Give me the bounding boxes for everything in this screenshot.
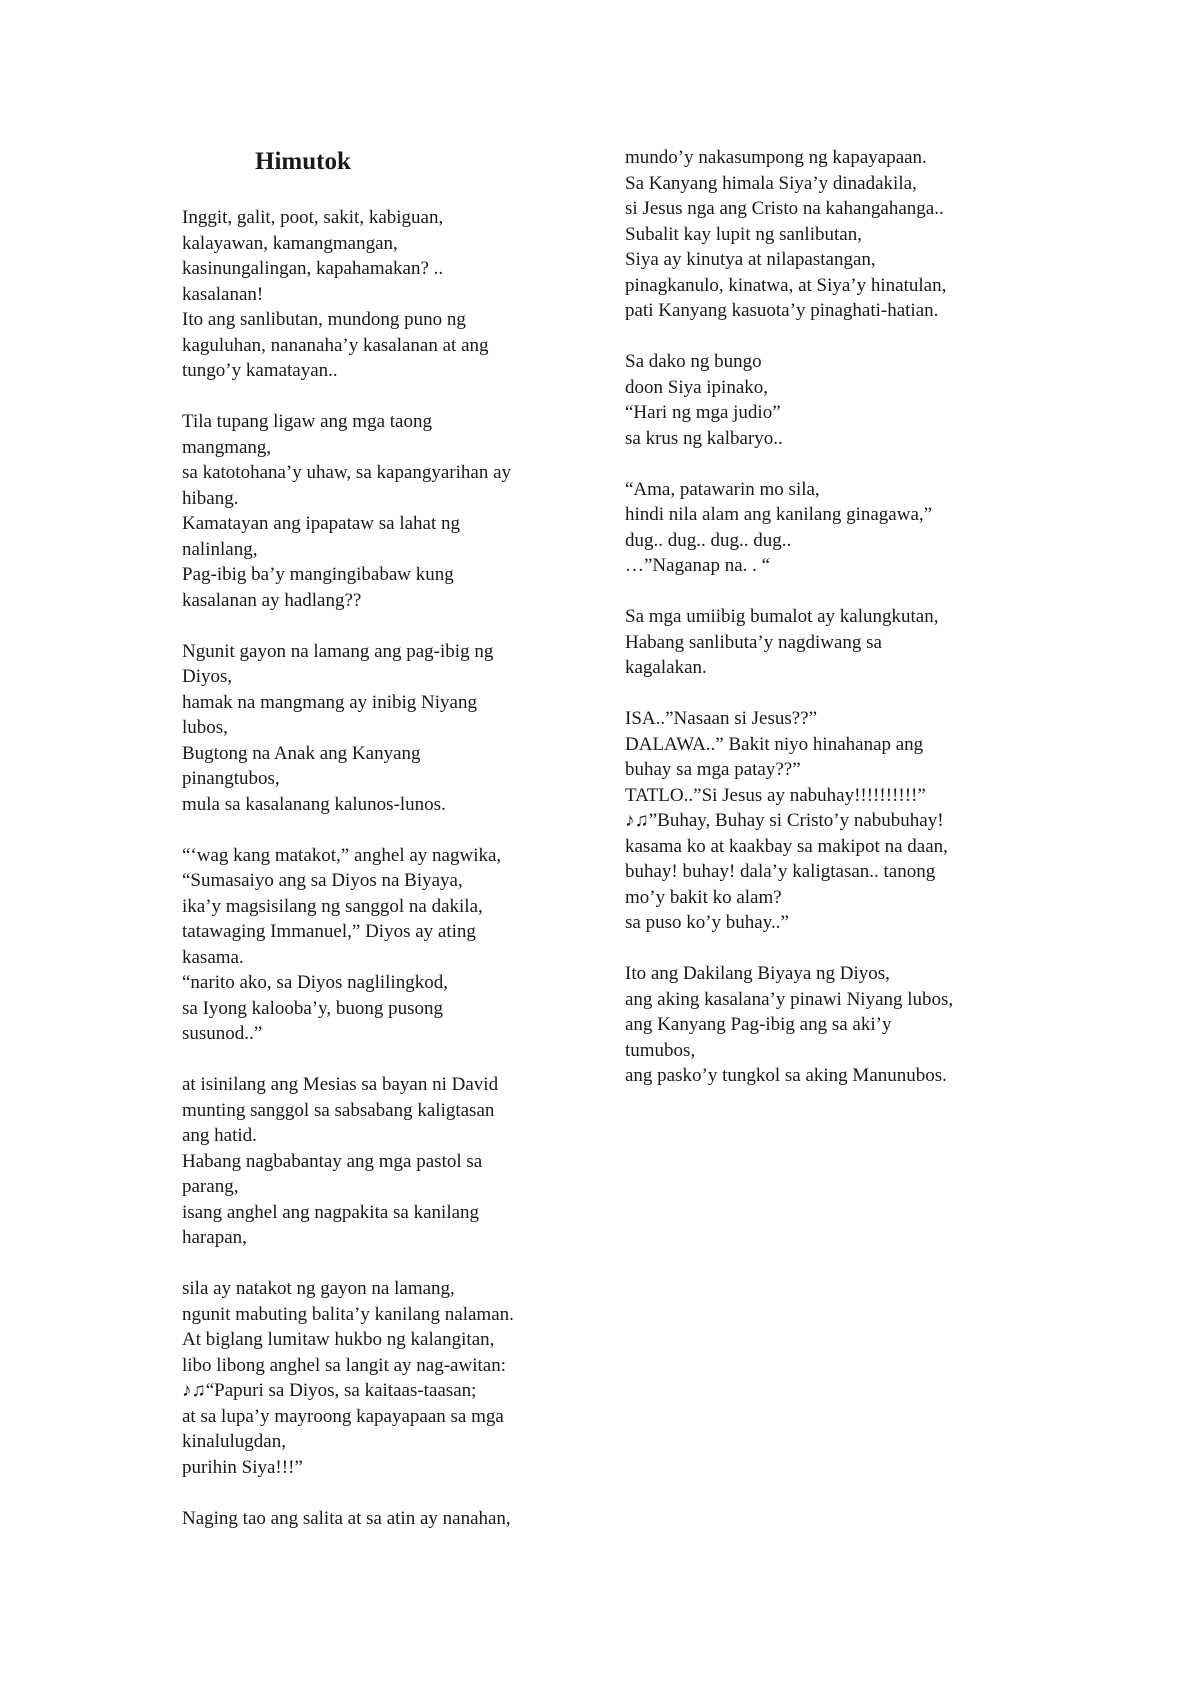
poem-line: Inggit, galit, poot, sakit, kabiguan, bbox=[182, 207, 444, 228]
poem-line: pinagkanulo, kinatwa, at Siya’y hinatulan, bbox=[625, 274, 947, 296]
poem-line: Sa Kanyang himala Siya’y dinadakila, bbox=[625, 172, 917, 194]
poem-line: pinangtubos, bbox=[182, 768, 280, 789]
poem-line: sa katotohana’y uhaw, sa kapangyarihan ay bbox=[182, 462, 512, 483]
poem-line: “narito ako, sa Diyos naglilingkod, bbox=[182, 972, 448, 993]
poem-line: sa Iyong kalooba’y, buong pusong bbox=[182, 997, 444, 1019]
poem-line: Ito ang sanlibutan, mundong puno ng bbox=[182, 309, 466, 330]
poem-line: buhay! buhay! dala’y kaligtasan.. tanong bbox=[625, 861, 936, 882]
poem-line: At biglang lumitaw hukbo ng kalangitan, bbox=[182, 1329, 495, 1350]
stanza bbox=[182, 843, 582, 1047]
poem-line: nalinlang, bbox=[182, 538, 258, 560]
poem-line: ♪♫“Papuri sa Diyos, sa kaitaas-taasan; bbox=[182, 1380, 477, 1401]
stanza bbox=[182, 1506, 582, 1532]
poem-line: pati Kanyang kasuota’y pinaghati-hatian. bbox=[625, 300, 939, 321]
poem-line: Ngunit gayon na lamang ang pag-ibig ng bbox=[182, 640, 494, 662]
poem-line: “‘wag kang matakot,” anghel ay nagwika, bbox=[182, 844, 502, 866]
poem-line: kalayawan, kamangmangan, bbox=[182, 232, 398, 254]
poem-line: ♪♫”Buhay, Buhay si Cristo’y nabubuhay! bbox=[625, 810, 944, 831]
poem-line: Subalit kay lupit ng sanlibutan, bbox=[625, 223, 862, 245]
stanza bbox=[625, 145, 1045, 324]
poem-line: susunod..” bbox=[182, 1023, 263, 1044]
poem-line: hamak na mangmang ay inibig Niyang bbox=[182, 691, 477, 713]
poem-line: Habang sanlibuta’y nagdiwang sa bbox=[625, 631, 882, 653]
poem-left-column bbox=[182, 205, 582, 1557]
poem-line: sila ay natakot ng gayon na lamang, bbox=[182, 1278, 455, 1299]
poem-line: tungo’y kamatayan.. bbox=[182, 360, 338, 381]
poem-line: mundo’y nakasumpong ng kapayapaan. bbox=[625, 147, 927, 168]
poem-line: TATLO..”Si Jesus ay nabuhay!!!!!!!!!!” bbox=[625, 784, 926, 806]
stanza bbox=[625, 706, 1045, 936]
poem-line: mo’y bakit ko alam? bbox=[625, 886, 782, 908]
poem-line: hibang. bbox=[182, 487, 239, 509]
stanza bbox=[625, 961, 1045, 1089]
poem-line: dug.. dug.. dug.. dug.. bbox=[625, 529, 792, 551]
poem-line: Tila tupang ligaw ang mga taong bbox=[182, 411, 432, 432]
poem-line: ang Kanyang Pag-ibig ang sa aki’y bbox=[625, 1014, 892, 1035]
stanza bbox=[182, 639, 582, 818]
poem-line: si Jesus nga ang Cristo na kahangahanga.. bbox=[625, 198, 944, 219]
poem-line: kagalakan. bbox=[625, 657, 707, 678]
poem-line: kasinungalingan, kapahamakan? .. bbox=[182, 258, 444, 279]
poem-line: kinalulugdan, bbox=[182, 1431, 286, 1452]
poem-line: at sa lupa’y mayroong kapayapaan sa mga bbox=[182, 1405, 504, 1427]
poem-line: buhay sa mga patay??” bbox=[625, 759, 801, 780]
stanza bbox=[625, 477, 1045, 579]
stanza bbox=[182, 1276, 582, 1480]
poem-line: Naging tao ang salita at sa atin ay nanahan, bbox=[182, 1507, 511, 1529]
poem-line: DALAWA..” Bakit niyo hinahanap ang bbox=[625, 733, 924, 755]
stanza bbox=[182, 205, 582, 384]
poem-line: Kamatayan ang ipapataw sa lahat ng bbox=[182, 513, 461, 534]
stanza bbox=[182, 1072, 582, 1251]
stanza bbox=[625, 604, 1045, 681]
poem-line: ang pasko’y tungkol sa aking Manunubos. bbox=[625, 1065, 947, 1086]
poem-line: Diyos, bbox=[182, 666, 233, 687]
poem-line: lubos, bbox=[182, 717, 228, 738]
poem-line: …”Naganap na. . “ bbox=[625, 555, 771, 576]
poem-line: isang anghel ang nagpakita sa kanilang bbox=[182, 1201, 480, 1223]
poem-right-column bbox=[625, 145, 1045, 1114]
poem-line: sa puso ko’y buhay..” bbox=[625, 912, 789, 933]
poem-line: sa krus ng kalbaryo.. bbox=[625, 427, 783, 449]
poem-line: kasalanan! bbox=[182, 283, 264, 305]
poem-line: ang hatid. bbox=[182, 1125, 257, 1146]
poem-line: hindi nila alam ang kanilang ginagawa,” bbox=[625, 504, 933, 525]
poem-title: Himutok bbox=[255, 148, 351, 175]
poem-line: Ito ang Dakilang Biyaya ng Diyos, bbox=[625, 963, 890, 984]
poem-line: kasama. bbox=[182, 946, 244, 968]
poem-line: doon Siya ipinako, bbox=[625, 376, 769, 398]
poem-line: munting sanggol sa sabsabang kaligtasan bbox=[182, 1099, 495, 1121]
poem-line: Pag-ibig ba’y mangingibabaw kung bbox=[182, 564, 454, 585]
poem-line: libo libong anghel sa langit ay nag-awitan: bbox=[182, 1354, 506, 1376]
poem-line: harapan, bbox=[182, 1227, 247, 1248]
stanza bbox=[625, 349, 1045, 451]
poem-line: Siya ay kinutya at nilapastangan, bbox=[625, 249, 876, 270]
poem-line: parang, bbox=[182, 1176, 239, 1197]
poem-line: Sa mga umiibig bumalot ay kalungkutan, bbox=[625, 606, 939, 627]
poem-line: ISA..”Nasaan si Jesus??” bbox=[625, 708, 818, 729]
poem-line: ngunit mabuting balita’y kanilang nalaman. bbox=[182, 1303, 514, 1325]
poem-line: purihin Siya!!!” bbox=[182, 1456, 303, 1478]
poem-line: kasalanan ay hadlang?? bbox=[182, 589, 362, 611]
poem-line: “Ama, patawarin mo sila, bbox=[625, 478, 820, 500]
poem-line: Habang nagbabantay ang mga pastol sa bbox=[182, 1150, 483, 1172]
poem-line: “Hari ng mga judio” bbox=[625, 402, 781, 423]
poem-line: ika’y magsisilang ng sanggol na dakila, bbox=[182, 895, 483, 917]
poem-line: tatawaging Immanuel,” Diyos ay ating bbox=[182, 921, 476, 942]
poem-line: Bugtong na Anak ang Kanyang bbox=[182, 742, 421, 764]
stanza bbox=[182, 409, 582, 613]
poem-line: Sa dako ng bungo bbox=[625, 351, 762, 372]
poem-line: mula sa kasalanang kalunos-lunos. bbox=[182, 793, 446, 815]
poem-line: “Sumasaiyo ang sa Diyos na Biyaya, bbox=[182, 870, 463, 891]
poem-line: kasama ko at kaakbay sa makipot na daan, bbox=[625, 835, 948, 857]
poem-line: mangmang, bbox=[182, 436, 272, 458]
poem-line: at isinilang ang Mesias sa bayan ni David bbox=[182, 1074, 499, 1095]
poem-line: kaguluhan, nananaha’y kasalanan at ang bbox=[182, 334, 489, 356]
poem-line: tumubos, bbox=[625, 1039, 696, 1061]
poem-line: ang aking kasalana’y pinawi Niyang lubos, bbox=[625, 988, 954, 1010]
